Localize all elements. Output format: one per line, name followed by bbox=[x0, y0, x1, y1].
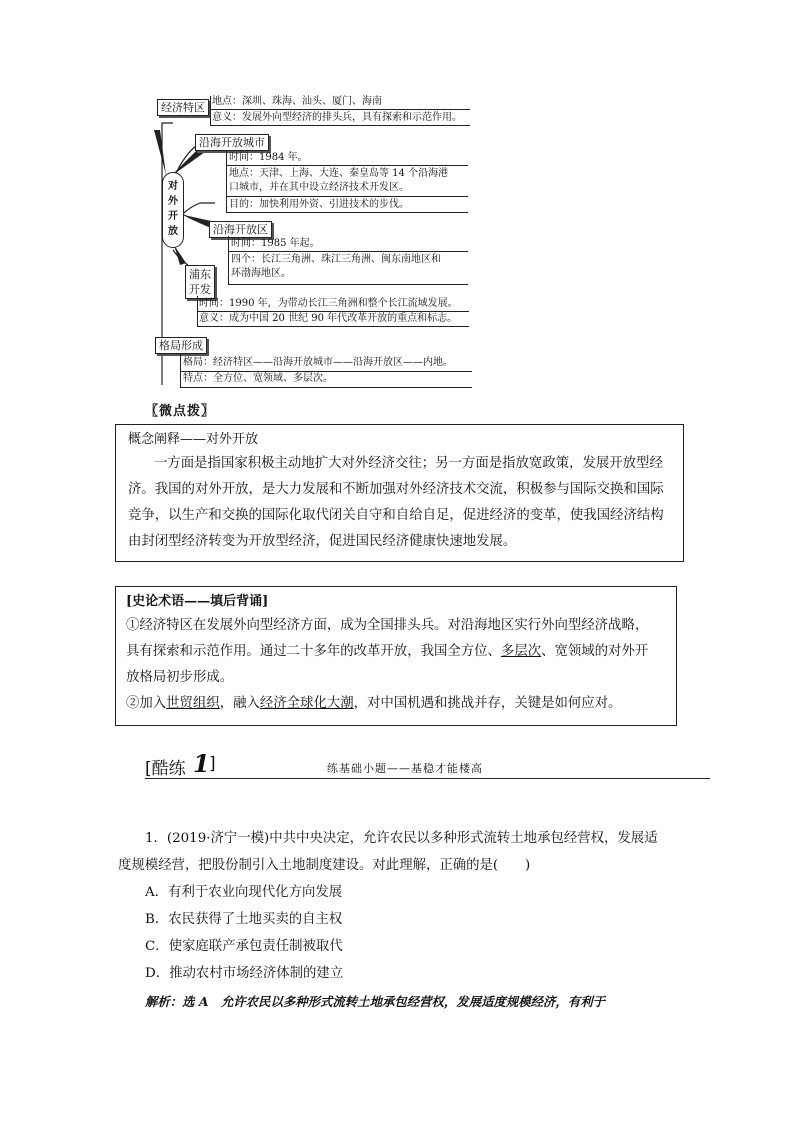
practice-label-end: ] bbox=[209, 754, 216, 774]
practice-subtitle: 练基础小题——基稳才能楼高 bbox=[327, 762, 483, 775]
terms-title: [史论术语——填后背诵] bbox=[126, 594, 269, 609]
coastal-zone-label: 沿海开放区 bbox=[209, 221, 272, 238]
pudong-line-2: 意义：成为中国 20 世纪 90 年代改革开放的重点和标志。 bbox=[199, 313, 458, 324]
concept-line-4: 由封闭型经济转变为开放型经济，促进国民经济健康快速地发展。 bbox=[128, 534, 517, 549]
option-b: B．农民获得了土地买卖的自主权 bbox=[145, 912, 343, 927]
option-d: D．推动农村市场经济体制的建立 bbox=[145, 966, 344, 981]
terms-line-4: ②加入世贸组织，融入经济全球化大潮，对中国机遇和挑战并存，关键是如何应对。 bbox=[126, 696, 622, 711]
terms-box bbox=[115, 586, 677, 726]
terms-underline-globalization: 经济全球化大潮 bbox=[259, 696, 354, 711]
coastal-cities-line-1: 时间：1984 年。 bbox=[229, 152, 308, 163]
pudong-label-line-1: 浦东 bbox=[189, 268, 211, 281]
terms-line-3: 放格局初步形成。 bbox=[126, 670, 234, 685]
pudong-label bbox=[185, 265, 215, 299]
practice-label: [酷练 bbox=[145, 759, 186, 779]
pattern-line-2: 特点：全方位、宽领域、多层次。 bbox=[183, 373, 333, 384]
special-zone-line-1: 地点：深圳、珠海、汕头、厦门、海南 bbox=[212, 96, 382, 107]
terms-underline-multilevel: 多层次 bbox=[500, 644, 542, 659]
pudong-line-1: 时间：1990 年，为带动长江三角洲和整个长江流域发展。 bbox=[199, 298, 458, 309]
analysis: 解析：选 A 允许农民以多种形式流转土地承包经营权，发展适度规模经济，有利于 bbox=[145, 994, 605, 1009]
concept-line-1: 一方面是指国家积极主动地扩大对外经济交往；另一方面是指放宽政策，发展开放型经 bbox=[154, 456, 663, 471]
practice-header bbox=[145, 749, 710, 779]
coastal-zone-line-2: 四个：长江三角洲、珠江三角洲、闽东南地区和 bbox=[231, 254, 441, 265]
option-c: C．使家庭联产承包责任制被取代 bbox=[145, 939, 343, 954]
coastal-cities-line-2: 地点：天津、上海、大连、秦皇岛等 14 个沿海港 bbox=[229, 168, 449, 179]
coastal-cities-line-4: 目的：加快利用外资、引进技术的步伐。 bbox=[229, 199, 409, 210]
coastal-zone-line-3: 环渤海地区。 bbox=[231, 268, 291, 279]
concept-line-2: 济。我国的对外开放，是大力发展和不断加强对外经济技术交流，积极参与国际交换和国际 bbox=[128, 482, 664, 497]
coastal-zone-line-1: 时间：1985 年起。 bbox=[231, 238, 320, 249]
pattern-line-1: 格局：经济特区——沿海开放城市——沿海开放区——内地。 bbox=[183, 357, 453, 368]
concept-line-3: 竞争，以生产和交换的国际化取代闭关自守和自给自足，促进经济的变革，使我国经济结构 bbox=[128, 508, 664, 523]
coastal-cities-line-3: 口城市，并在其中设立经济技术开发区。 bbox=[229, 182, 409, 193]
terms-line-1: ①经济特区在发展外向型经济方面，成为全国排头兵。对沿海地区实行外向型经济战略， bbox=[126, 618, 649, 633]
concept-title: 概念阐释——对外开放 bbox=[128, 432, 259, 447]
question-stem-2: 度规模经营，把股份制引入土地制度建设。对此理解，正确的是( ) bbox=[118, 858, 531, 873]
coastal-cities-label: 沿海开放城市 bbox=[195, 134, 269, 151]
terms-underline-wto: 世贸组织 bbox=[166, 696, 220, 711]
mind-map-center: 对 外 开 放 bbox=[162, 172, 184, 248]
pattern-label: 格局形成 bbox=[155, 337, 207, 354]
concept-box bbox=[115, 424, 684, 562]
terms-line-2: 具有探索和示范作用。通过二十多年的改革开放，我国全方位、多层次、宽领域的对外开 bbox=[126, 644, 649, 659]
tip-label: 〖微点拨〗 bbox=[145, 404, 216, 419]
practice-number: 1 bbox=[193, 749, 210, 778]
pudong-label-line-2: 开发 bbox=[189, 283, 211, 296]
question-stem-1: 1．(2019·济宁一模)中共中央决定，允许农民以多种形式流转土地承包经营权，发展适 bbox=[145, 831, 658, 846]
option-a: A．有利于农业向现代化方向发展 bbox=[145, 885, 343, 900]
special-zone-line-2: 意义：发展外向型经济的排头兵，具有探索和示范作用。 bbox=[212, 112, 462, 123]
special-zone-label: 经济特区 bbox=[157, 99, 209, 116]
